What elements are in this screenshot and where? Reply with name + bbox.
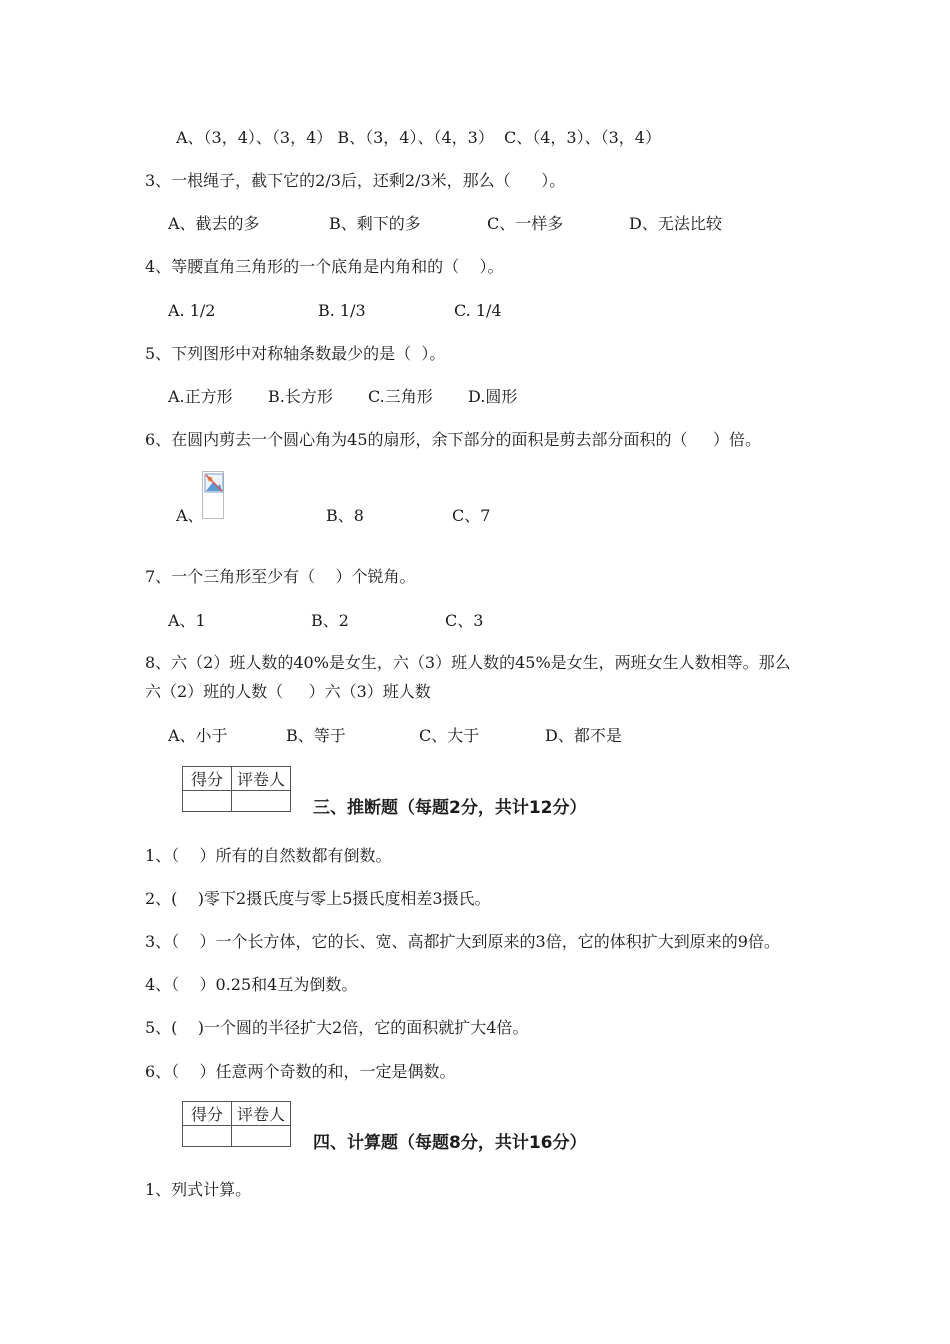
s3-item-3: 3、（ ）一个长方体，它的长、宽、高都扩大到原来的3倍，它的体积扩大到原来的9倍。 [145, 932, 780, 951]
s4-item-1: 1、列式计算。 [145, 1180, 252, 1199]
q7-option-a: A、1 [168, 611, 206, 630]
q5-option-a: A.正方形 [168, 387, 233, 406]
q4-option-c: C. 1/4 [454, 301, 502, 320]
q4-option-a: A. 1/2 [168, 301, 216, 320]
grader-cell[interactable] [232, 791, 291, 812]
question-6: 6、在圆内剪去一个圆心角为45的扇形，余下部分的面积是剪去部分面积的（ ）倍。 [145, 430, 761, 449]
q3-option-b: B、剩下的多 [329, 214, 421, 233]
question-4: 4、等腰直角三角形的一个底角是内角和的（ ）。 [145, 257, 504, 276]
score-box-section-3 [182, 766, 291, 812]
q5-option-b: B.长方形 [268, 387, 333, 406]
score-cell[interactable] [183, 1126, 232, 1147]
q8-option-d: D、都不是 [545, 726, 622, 745]
s3-item-5: 5、( )一个圆的半径扩大2倍，它的面积就扩大4倍。 [145, 1018, 529, 1037]
question-5: 5、下列图形中对称轴条数最少的是（ ）。 [145, 344, 446, 363]
grader-cell[interactable] [232, 1126, 291, 1147]
s3-item-2: 2、( )零下2摄氏度与零上5摄氏度相差3摄氏。 [145, 889, 491, 908]
score-label: 得分 [183, 1102, 232, 1126]
section-4-title: 四、计算题（每题8分，共计16分） [313, 1133, 587, 1153]
question-8-line-2: 六（2）班的人数（ ）六（3）班人数 [145, 682, 431, 701]
q5-option-c: C.三角形 [368, 387, 433, 406]
grader-label: 评卷人 [232, 767, 291, 791]
question-8-line-1: 8、六（2）班人数的40%是女生，六（3）班人数的45%是女生，两班女生人数相等。那么 [145, 653, 791, 672]
q6-option-c: C、7 [452, 506, 491, 525]
broken-image-icon [202, 471, 224, 519]
q8-option-a: A、小于 [168, 726, 228, 745]
q7-option-c: C、3 [445, 611, 484, 630]
s3-item-4: 4、（ ）0.25和4互为倒数。 [145, 975, 358, 994]
q2-options: A、（3，4）、（3，4） B、（3，4）、（4，3） C、（4，3）、（3，4） [176, 128, 661, 147]
q8-option-b: B、等于 [286, 726, 346, 745]
section-3-title: 三、推断题（每题2分，共计12分） [313, 798, 587, 818]
question-7: 7、一个三角形至少有（ ）个锐角。 [145, 567, 416, 586]
q6-option-a: A、 [176, 506, 204, 525]
q7-option-b: B、2 [311, 611, 349, 630]
question-3: 3、一根绳子，截下它的2/3后，还剩2/3米，那么（ ）。 [145, 171, 566, 190]
q5-option-d: D.圆形 [468, 387, 518, 406]
q3-option-c: C、一样多 [487, 214, 564, 233]
q6-option-b: B、8 [326, 506, 364, 525]
q3-option-a: A、截去的多 [168, 214, 260, 233]
s3-item-6: 6、（ ）任意两个奇数的和，一定是偶数。 [145, 1062, 456, 1081]
score-box-section-4 [182, 1101, 291, 1147]
s3-item-1: 1、（ ）所有的自然数都有倒数。 [145, 846, 392, 865]
q4-option-b: B. 1/3 [318, 301, 366, 320]
score-cell[interactable] [183, 791, 232, 812]
grader-label: 评卷人 [232, 1102, 291, 1126]
q8-option-c: C、大于 [419, 726, 480, 745]
q3-option-d: D、无法比较 [629, 214, 722, 233]
score-label: 得分 [183, 767, 232, 791]
